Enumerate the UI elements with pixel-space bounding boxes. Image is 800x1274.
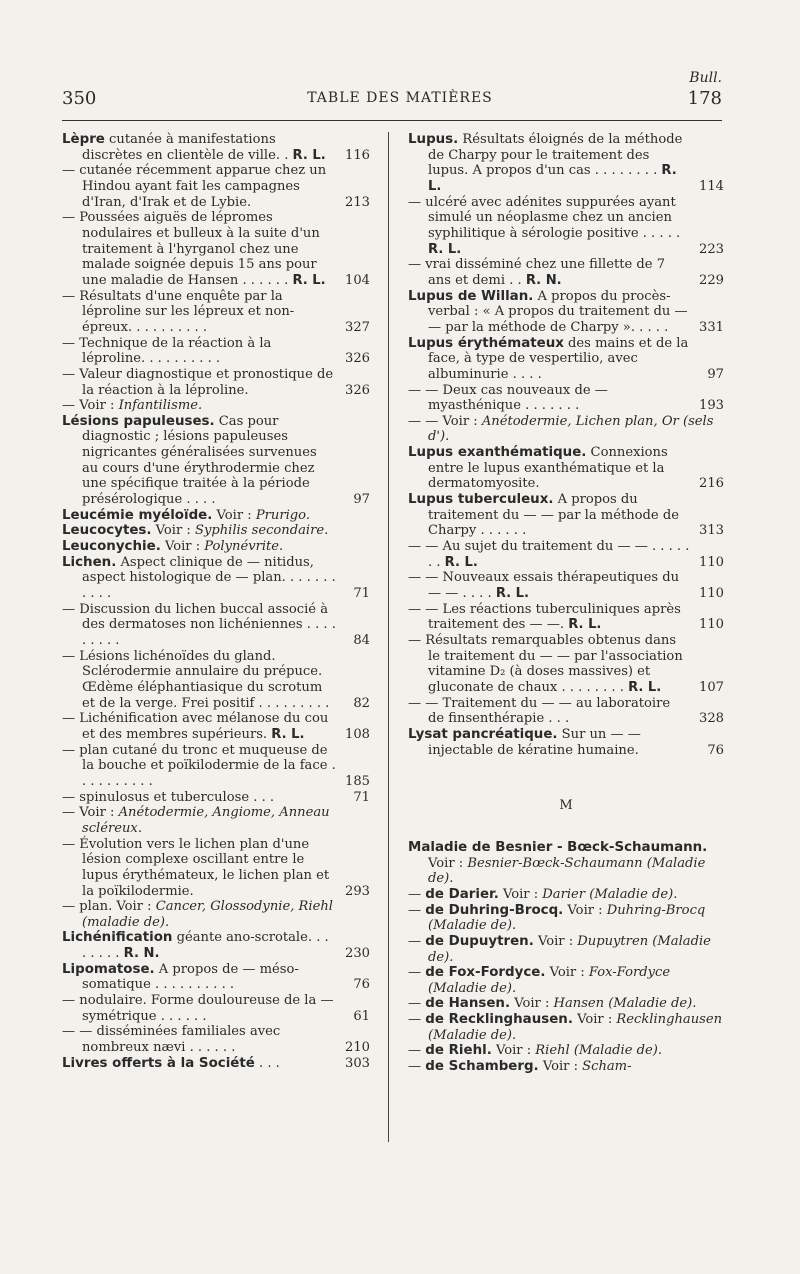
entry-text: — vrai disséminé chez une fillette de 7 ans et demi . . (408, 257, 666, 288)
index-entry (62, 790, 370, 806)
index-entry (62, 210, 370, 288)
entry-text: — — Traitement du — — au laboratoire de finsenthérapie . . . (408, 695, 671, 727)
entry-page: 223 (699, 241, 724, 257)
index-entry (62, 993, 370, 1024)
right-column (408, 132, 724, 1075)
entry-text: — Résultats remarquables obtenus dans le traitement du — — par l'association vitamine D₂ (à doses massives) et gluconate de chaux . . . . . . . . (408, 633, 683, 695)
entry-page: 110 (699, 586, 724, 602)
index-entry (408, 996, 724, 1012)
page-number-left: 350 (62, 88, 97, 109)
entry-reference: Duhring-Brocq (Maladie de). (428, 902, 706, 934)
entry-text: — — Les réactions tuberculiniques après traitement des — —. (408, 601, 681, 633)
entry-headword: de Darier. (425, 886, 499, 902)
entry-text: — (408, 1059, 426, 1075)
entry-headword: de Fox-Fordyce. (425, 965, 546, 981)
entry-text: — Discussion du lichen buccal associé à des dermatoses non lichéniennes . . . . . . . . . (62, 601, 336, 648)
entry-page: 110 (699, 554, 724, 570)
index-entry (62, 398, 370, 414)
entry-page: 185 (345, 773, 370, 789)
index-entry (408, 727, 724, 758)
entry-text: Connexions entre le lupus exanthématique et la dermatomyosite. (428, 445, 668, 492)
entry-page: 216 (699, 476, 724, 492)
entry-page: 97 (707, 366, 724, 382)
entry-page: 326 (345, 382, 370, 398)
entry-reference: Recklinghausen (Maladie de). (428, 1012, 723, 1043)
index-entry (62, 539, 370, 555)
entry-headword: Lipomatose. (62, 961, 155, 977)
page-number-right: 178 (687, 88, 722, 109)
entry-page: 84 (353, 633, 370, 648)
index-entry (62, 336, 370, 367)
entry-text: — plan cutané du tronc et muqueuse de la bouche et poïkilodermie de la face . . . . . . . . . . (62, 742, 336, 789)
entry-reference: Prurigo. (255, 507, 310, 523)
entry-page: 313 (699, 523, 724, 539)
entry-source: R. L. (495, 586, 529, 602)
index-entry (408, 383, 724, 414)
entry-source: R. L. (428, 241, 462, 257)
entry-headword: de Hansen. (425, 996, 511, 1012)
index-entry (62, 649, 370, 712)
index-entry (62, 523, 370, 539)
entry-page: 326 (345, 351, 370, 367)
entry-text: A propos du procès-verbal : « A propos du traitement du — — par la méthode de Charpy ». . . . . (428, 288, 688, 335)
entry-page: 303 (345, 1055, 370, 1071)
entry-headword: Lichen. (62, 554, 117, 570)
entry-reference: Scham- (582, 1059, 632, 1075)
entry-text: — (408, 1012, 426, 1028)
index-entry (408, 336, 724, 383)
entry-headword: Livres offerts à la Société (62, 1055, 255, 1071)
entry-text: Voir : (491, 1043, 536, 1059)
entry-headword: Lésions papuleuses. (62, 413, 215, 429)
entry-text: — ulcéré avec adénites suppurées ayant simulé un néoplasme chez un ancien syphilitique à sérologie positive . . . . . (408, 194, 681, 241)
index-entry (408, 414, 724, 445)
entry-text: des mains et de la face, à type de vespertilio, avec albuminurie . . . . (428, 335, 689, 382)
entry-text: Voir : (151, 523, 195, 539)
entry-text: Aspect clinique de — nitidus, aspect histologique de — plan. . . . . . . . . . . (82, 554, 336, 602)
index-entry (62, 930, 370, 961)
index-entry (62, 711, 370, 742)
index-entry (408, 934, 724, 965)
entry-page: 210 (345, 1040, 370, 1056)
entry-text: Cas pour diagnostic ; lésions papuleuses nigricantes généralisées survenues au cours d'une érythrodermie chez une spécifique traitée à la période présérologique . . . . (82, 413, 317, 508)
entry-page: 104 (345, 272, 370, 288)
index-entry (62, 132, 370, 163)
entry-text: géante ano-scrotale. . . . . . . . (82, 930, 329, 962)
entry-source: R. L. (444, 554, 478, 570)
index-entry (62, 289, 370, 336)
entry-page: 76 (707, 742, 724, 758)
entry-page: 331 (699, 319, 724, 335)
entry-reference: Dupuytren (Maladie de). (428, 933, 711, 965)
entry-text: — (408, 933, 426, 949)
entry-headword: Lupus de Willan. (408, 288, 534, 304)
entry-page: 230 (345, 946, 370, 962)
entry-page: 327 (345, 319, 370, 335)
entry-page: 116 (345, 147, 370, 163)
entry-text: — — disséminées familiales avec nombreux nævi . . . . . . (62, 1024, 281, 1056)
entry-text: — (408, 902, 426, 918)
index-entry (62, 1024, 370, 1055)
entry-page: 71 (353, 586, 370, 602)
entry-text: — Valeur diagnostique et pronostique de la réaction à la léproline. (62, 366, 334, 398)
entry-headword: Leuconychie. (62, 539, 161, 555)
entry-text: Voir : (563, 902, 607, 918)
page-title: TABLE DES MATIÈRES (307, 90, 493, 106)
entry-text: — (408, 1043, 426, 1059)
entry-text: Résultats éloignés de la méthode de Charpy pour le traitement des lupus. A propos d'un cas . . . . . . . . (428, 132, 683, 179)
entry-reference: Anétodermie, Angiome, Anneau scléreux. (82, 805, 330, 836)
entry-text: Voir : (572, 1012, 617, 1028)
entry-text: — Poussées aiguës de lépromes nodulaires et bulleux à la suite d'un traitement à l'hyrganol chez une malade soignée depuis 15 ans pour une maladie de Hansen . . . . . . (62, 210, 320, 288)
entry-page: 108 (345, 726, 370, 742)
index-entry (62, 163, 370, 210)
entry-reference: Riehl (Maladie de). (535, 1043, 663, 1059)
entry-reference: Hansen (Maladie de). (553, 996, 697, 1012)
entry-reference: Cancer, Glossodynie, Riehl (maladie de). (82, 899, 333, 930)
entry-reference: Anétodermie, Lichen plan, Or (sels d'). (428, 413, 714, 445)
index-entry (408, 840, 724, 887)
section-letter: M (559, 798, 573, 814)
entry-source: R. L. (292, 272, 326, 288)
entry-text: — Lésions lichénoïdes du gland. Sclérodermie annulaire du prépuce. Œdème éléphantiasique du scrotum et de la verge. Frei positif . . . . . . . . . (62, 648, 330, 711)
entry-text: — Technique de la réaction à la léproline. . . . . . . . . . (62, 335, 272, 367)
entry-headword: Lupus. (408, 132, 459, 147)
entry-reference: Darier (Maladie de). (542, 886, 678, 902)
entry-text: . . . (254, 1055, 280, 1071)
entry-text: Voir : (533, 933, 578, 949)
entry-text: Voir : (212, 507, 256, 523)
entry-text: A propos de — méso-somatique . . . . . . . . . . (82, 961, 299, 993)
entry-page: 328 (699, 711, 724, 727)
entry-text: — (408, 996, 426, 1012)
index-entry (62, 805, 370, 836)
index-entry (62, 837, 370, 900)
entry-source: R. L. (628, 679, 662, 695)
entry-headword: Lupus tuberculeux. (408, 492, 554, 508)
entry-page: 193 (699, 398, 724, 414)
entry-page: 213 (345, 194, 370, 210)
index-entry (408, 1059, 724, 1075)
entry-page: 114 (699, 178, 724, 194)
entry-text: cutanée à manifestations discrètes en clientèle de ville. . (82, 132, 293, 163)
entry-text: Voir : (545, 965, 589, 981)
entry-headword: Lupus exanthématique. (408, 445, 587, 461)
entry-text: — spinulosus et tuberculose . . . (62, 789, 275, 805)
index-entry (408, 132, 724, 195)
entry-text: — nodulaire. Forme douloureuse de la — symétrique . . . . . . (62, 993, 334, 1024)
entry-headword: de Riehl. (425, 1043, 492, 1059)
index-entry (62, 962, 370, 993)
index-entry (408, 633, 724, 696)
index-entry (62, 1056, 370, 1072)
left-column (62, 132, 370, 1071)
entry-page: 229 (699, 272, 724, 288)
index-entry (408, 602, 724, 633)
header-rule (62, 120, 722, 121)
index-entry (62, 414, 370, 508)
entry-text: — — Nouveaux essais thérapeutiques du — — . . . . (408, 570, 680, 602)
entry-text: Voir : (510, 996, 554, 1012)
entry-text: — Lichénification avec mélanose du cou et des membres supérieurs. (62, 711, 329, 742)
index-entry (408, 887, 724, 903)
entry-headword: Maladie de Besnier - Bœck-Schaumann. (408, 839, 708, 855)
index-entry (408, 289, 724, 336)
entry-text: — Voir : (62, 398, 119, 414)
index-entry (408, 570, 724, 601)
entry-text: — Résultats d'une enquête par la léproline sur les lépreux et non-épreux. . . . . . . . . . (62, 288, 295, 335)
entry-text: — — Voir : (408, 413, 482, 429)
entry-text: Voir : (160, 539, 205, 555)
index-entry (408, 696, 724, 727)
index-entry (62, 899, 370, 930)
entry-text: Voir : (538, 1059, 583, 1075)
entry-reference: Polynévrite. (204, 539, 284, 555)
entry-source: R. N. (123, 946, 160, 962)
entry-reference: Infantilisme. (118, 398, 203, 414)
index-entry (62, 602, 370, 649)
entry-source: R. N. (525, 272, 562, 288)
entry-headword: Lèpre (62, 132, 105, 147)
entry-page: 110 (699, 617, 724, 633)
index-entry (408, 1012, 724, 1043)
entry-page: 71 (353, 789, 370, 805)
entry-text: — — Deux cas nouveaux de — myasthénique . . . . . . . (408, 382, 608, 414)
entry-text: — (408, 965, 426, 981)
entry-text: — cutanée récemment apparue chez un Hindou ayant fait les campagnes d'Iran, d'Irak et de Lybie. (62, 163, 327, 210)
entry-page: 61 (353, 1008, 370, 1024)
entry-page: 82 (353, 695, 370, 711)
index-entry (408, 195, 724, 258)
entry-headword: de Duhring-Brocq. (425, 902, 564, 918)
entry-reference: Syphilis secondaire. (194, 523, 329, 539)
entry-source: R. L. (428, 163, 677, 194)
entry-headword: Leucémie myéloïde. (62, 507, 213, 523)
index-entry (408, 965, 724, 996)
index-entry (408, 903, 724, 934)
index-entry (408, 539, 724, 570)
entry-text: — (408, 886, 426, 902)
entry-headword: de Recklinghausen. (425, 1012, 573, 1028)
entry-text: — Voir : (62, 805, 119, 821)
entry-reference: Besnier-Bœck-Schaumann (Maladie de). (428, 855, 706, 887)
index-entry (62, 367, 370, 398)
index-entry (62, 508, 370, 524)
index-entry (408, 492, 724, 539)
entry-headword: Lupus érythémateux (408, 335, 564, 351)
entry-headword: Lysat pancréatique. (408, 726, 558, 742)
header-bull: Bull. (689, 70, 722, 86)
entry-source: R. L. (271, 726, 305, 742)
entry-source: R. L. (568, 617, 602, 633)
index-entry (408, 1043, 724, 1059)
index-entry (408, 257, 724, 288)
entry-page: 107 (699, 679, 724, 695)
entry-headword: Leucocytes. (62, 523, 152, 539)
entry-text: Sur un — — injectable de kératine humaine. (428, 726, 641, 758)
entry-page: 76 (353, 977, 370, 993)
column-divider (388, 132, 389, 1142)
entry-headword: de Dupuytren. (425, 933, 534, 949)
entry-text: — plan. Voir : (62, 899, 156, 915)
index-entry (62, 743, 370, 790)
entry-text: Voir : (428, 855, 468, 871)
entry-headword: de Schamberg. (425, 1059, 539, 1075)
entry-page: 293 (345, 883, 370, 899)
entry-source: R. L. (292, 147, 326, 163)
entry-text: Voir : (498, 886, 543, 902)
entry-text: — Évolution vers le lichen plan d'une lésion complexe oscillant entre le lupus érythémateux, le lichen plan et la poïkilodermie. (62, 836, 330, 899)
entry-text: A propos du traitement du — — par la méthode de Charpy . . . . . . (428, 492, 679, 539)
entry-reference: Fox-Fordyce (Maladie de). (428, 965, 671, 996)
entry-text: — — Au sujet du traitement du — — . . . . . . . (408, 539, 690, 570)
index-entry (408, 445, 724, 492)
entry-headword: Lichénification (62, 930, 173, 946)
entry-page: 97 (353, 492, 370, 508)
index-entry (62, 555, 370, 602)
